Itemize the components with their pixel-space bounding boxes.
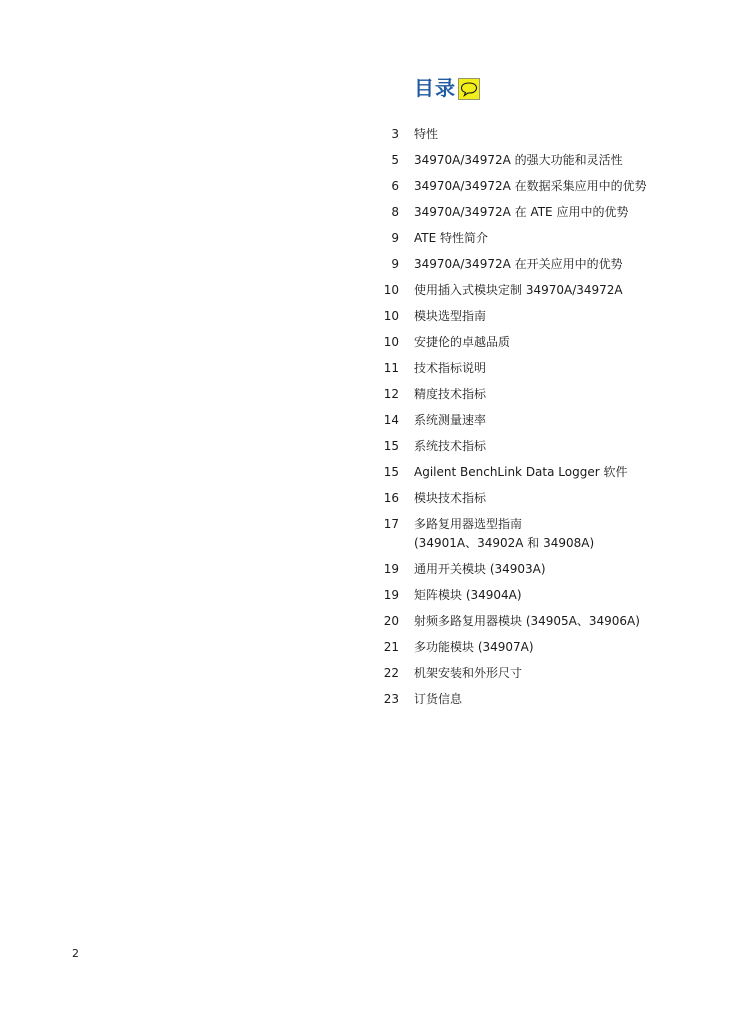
toc-entry[interactable] (370, 200, 647, 226)
toc-entry[interactable] (370, 174, 647, 200)
toc-entry-text-line: 技术指标说明 (414, 361, 487, 375)
toc-entry-text (414, 638, 534, 657)
toc-entry-page: 14 (383, 413, 399, 427)
toc-entry[interactable] (370, 226, 647, 252)
toc-entry-text (414, 437, 486, 456)
toc-entry-text-line: 系统测量速率 (414, 413, 487, 427)
toc-entry-text (414, 515, 594, 553)
toc-entry-text-line: 系统技术指标 (414, 439, 487, 453)
toc-entry-text-line: Agilent BenchLink Data Logger 软件 (414, 465, 628, 479)
toc-entry-page: 22 (383, 666, 399, 680)
toc-entry-page: 12 (383, 387, 399, 401)
toc-entry-page: 19 (383, 588, 399, 602)
toc-entry-page: 16 (383, 491, 399, 505)
toc-entry-text-line: 34970A/34972A 在 ATE 应用中的优势 (414, 205, 629, 219)
toc-entry[interactable] (370, 512, 647, 557)
toc-entry-page: 11 (383, 361, 399, 375)
toc-entry[interactable] (370, 661, 647, 687)
toc-entry-text (414, 385, 486, 404)
toc-entry-text-line: (34901A、34902A 和 34908A) (414, 536, 595, 550)
toc-entry-page: 20 (383, 614, 399, 628)
toc-entry-text (414, 177, 647, 196)
toc-entry-text (414, 664, 522, 683)
toc-entry-page: 15 (383, 465, 399, 479)
toc-entry-page: 9 (391, 231, 399, 245)
toc-entry-text (414, 463, 627, 482)
toc-entry-text-line: 多功能模块 (34907A) (414, 640, 534, 654)
toc-entry-text-line: 特性 (414, 127, 439, 141)
toc-entry[interactable] (370, 635, 647, 661)
toc-entry-text (414, 560, 546, 579)
toc-entry-text-line: 模块技术指标 (414, 491, 487, 505)
toc-entry-text-line: 射频多路复用器模块 (34905A、34906A) (414, 614, 640, 628)
toc-entry-text-line: ATE 特性简介 (414, 231, 489, 245)
toc-entry-page: 15 (383, 439, 399, 453)
toc-entry[interactable] (370, 583, 647, 609)
toc-entry-text (414, 151, 623, 170)
toc-entry-page: 10 (383, 283, 399, 297)
toc-entry-text (414, 125, 438, 144)
toc-entry[interactable] (370, 557, 647, 583)
toc-entry-text-line: 安捷伦的卓越品质 (414, 335, 511, 349)
toc-entry-text-line: 矩阵模块 (34904A) (414, 588, 522, 602)
toc-entry-page: 9 (391, 257, 399, 271)
toc-entry-text (414, 281, 623, 300)
toc-entry-text (414, 489, 486, 508)
toc-entry-text (414, 612, 640, 631)
toc-entry[interactable] (370, 687, 647, 713)
toc-entry[interactable] (370, 486, 647, 512)
toc-entry[interactable] (370, 460, 647, 486)
toc-entry-text-line: 订货信息 (414, 692, 463, 706)
toc-entry[interactable] (370, 382, 647, 408)
toc-entry-text (414, 690, 462, 709)
toc-entry[interactable] (370, 278, 647, 304)
toc-entry-page: 6 (391, 179, 399, 193)
toc-entry[interactable] (370, 148, 647, 174)
toc-entry-text (414, 229, 488, 248)
toc-entry-text-line: 多路复用器选型指南 (414, 517, 523, 531)
toc-entry-text-line: 34970A/34972A 在数据采集应用中的优势 (414, 179, 647, 193)
toc-entry-text-line: 使用插入式模块定制 34970A/34972A (414, 283, 623, 297)
toc-entry-text-line: 精度技术指标 (414, 387, 487, 401)
toc-entry-page: 3 (391, 127, 399, 141)
toc-entry-text (414, 255, 623, 274)
toc-entry-text (414, 411, 486, 430)
toc-entry[interactable] (370, 252, 647, 278)
toc-entry-text-line: 模块选型指南 (414, 309, 487, 323)
toc-entry-text-line: 通用开关模块 (34903A) (414, 562, 546, 576)
toc-entry-page: 23 (383, 692, 399, 706)
toc-entry[interactable] (370, 356, 647, 382)
toc-entry-text (414, 333, 510, 352)
toc-heading (414, 74, 480, 102)
toc-entry-page: 21 (383, 640, 399, 654)
toc-list (370, 122, 647, 713)
toc-entry[interactable] (370, 434, 647, 460)
page-number: 2 (72, 947, 79, 960)
toc-entry[interactable] (370, 330, 647, 356)
toc-title: 目录 (414, 76, 456, 100)
toc-entry-text (414, 359, 486, 378)
toc-entry-page: 10 (383, 335, 399, 349)
toc-entry-page: 5 (391, 153, 399, 167)
toc-entry-text (414, 307, 486, 326)
toc-entry-text-line: 34970A/34972A 的强大功能和灵活性 (414, 153, 623, 167)
toc-entry[interactable] (370, 304, 647, 330)
toc-entry[interactable] (370, 122, 647, 148)
toc-entry-text-line: 机架安装和外形尺寸 (414, 666, 523, 680)
toc-entry-page: 19 (383, 562, 399, 576)
toc-entry-text-line: 34970A/34972A 在开关应用中的优势 (414, 257, 623, 271)
toc-entry-text (414, 203, 628, 222)
toc-entry-page: 17 (383, 517, 399, 531)
toc-entry-text (414, 586, 522, 605)
toc-entry-page: 10 (383, 309, 399, 323)
toc-entry-page: 8 (391, 205, 399, 219)
speech-bubble-icon (458, 78, 480, 100)
toc-entry[interactable] (370, 408, 647, 434)
toc-entry[interactable] (370, 609, 647, 635)
